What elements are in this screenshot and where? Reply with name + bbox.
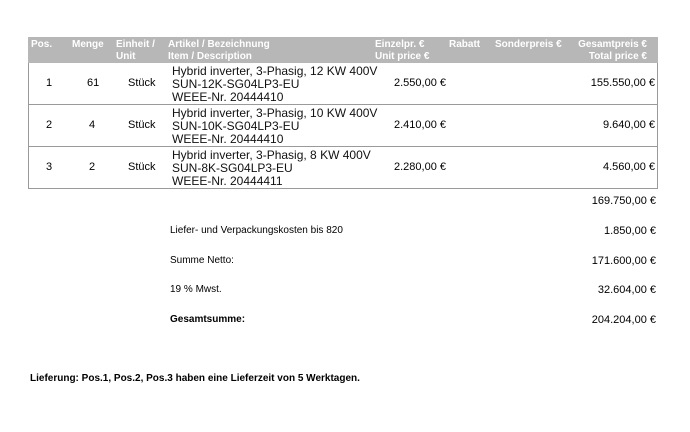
vat-label: 19 % Mwst.	[170, 284, 222, 295]
cell-desc-l3: WEEE-Nr. 20444411	[172, 174, 283, 188]
table-row	[29, 147, 657, 189]
cell-total: 155.550,00 €	[590, 77, 655, 89]
gross-value: 204.204,00 €	[591, 314, 656, 326]
col-desc-l2: Item / Description	[168, 51, 252, 62]
table-body	[28, 63, 658, 189]
cell-pos: 3	[46, 161, 53, 173]
cell-desc-l1: Hybrid inverter, 3-Phasig, 12 KW 400V	[172, 64, 378, 78]
cell-desc-l1: Hybrid inverter, 3-Phasig, 8 KW 400V	[172, 148, 371, 162]
cell-total: 9.640,00 €	[603, 119, 655, 131]
subtotal-value: 169.750,00 €	[591, 195, 656, 207]
cell-unit: Stück	[128, 119, 156, 131]
gross-label: Gesamtsumme:	[170, 314, 246, 325]
col-pos: Pos.	[31, 39, 53, 50]
cell-total: 4.560,00 €	[603, 161, 655, 173]
cell-desc-l3: WEEE-Nr. 20444410	[172, 132, 284, 146]
cell-menge: 4	[89, 119, 96, 131]
cell-unit-price: 2.280,00 €	[394, 161, 446, 173]
col-unit-l2: Unit	[116, 51, 136, 62]
cell-pos: 2	[46, 119, 53, 131]
col-unit-l1: Einheit /	[116, 39, 155, 50]
col-total-l1: Gesamtpreis €	[578, 39, 647, 50]
cell-pos: 1	[46, 77, 53, 89]
cell-desc-l3: WEEE-Nr. 20444410	[172, 90, 284, 104]
cell-desc-l2: SUN-12K-SG04LP3-EU	[172, 77, 300, 91]
cell-unit-price: 2.410,00 €	[394, 119, 446, 131]
col-desc-l1: Artikel / Bezeichnung	[168, 39, 270, 50]
cell-unit-price: 2.550,00 €	[394, 77, 446, 89]
col-menge: Menge	[72, 39, 104, 50]
cell-unit: Stück	[128, 77, 156, 89]
col-rabatt: Rabatt	[449, 39, 481, 50]
cell-menge: 61	[87, 77, 100, 89]
col-price-l2: Unit price €	[375, 51, 430, 62]
netto-value: 171.600,00 €	[591, 255, 656, 267]
table-row	[29, 63, 657, 105]
vat-value: 32.604,00 €	[597, 284, 656, 296]
netto-label: Summe Netto:	[170, 255, 234, 266]
cell-desc-l2: SUN-8K-SG04LP3-EU	[172, 161, 293, 175]
shipping-value: 1.850,00 €	[604, 225, 656, 237]
cell-desc-l1: Hybrid inverter, 3-Phasig, 10 KW 400V	[172, 106, 378, 120]
col-price-l1: Einzelpr. €	[375, 39, 425, 50]
table-header	[28, 37, 658, 63]
delivery-note: Lieferung: Pos.1, Pos.2, Pos.3 haben eine Lieferzeit von 5 Werktagen.	[30, 373, 360, 384]
cell-desc-l2: SUN-10K-SG04LP3-EU	[172, 119, 300, 133]
col-sonderpreis: Sonderpreis €	[495, 39, 562, 50]
invoice-table	[28, 37, 658, 189]
shipping-label: Liefer- und Verpackungskosten bis 820	[170, 225, 343, 236]
cell-unit: Stück	[128, 161, 156, 173]
col-total-l2: Total price €	[588, 51, 647, 62]
cell-menge: 2	[89, 161, 96, 173]
table-row	[29, 105, 657, 147]
